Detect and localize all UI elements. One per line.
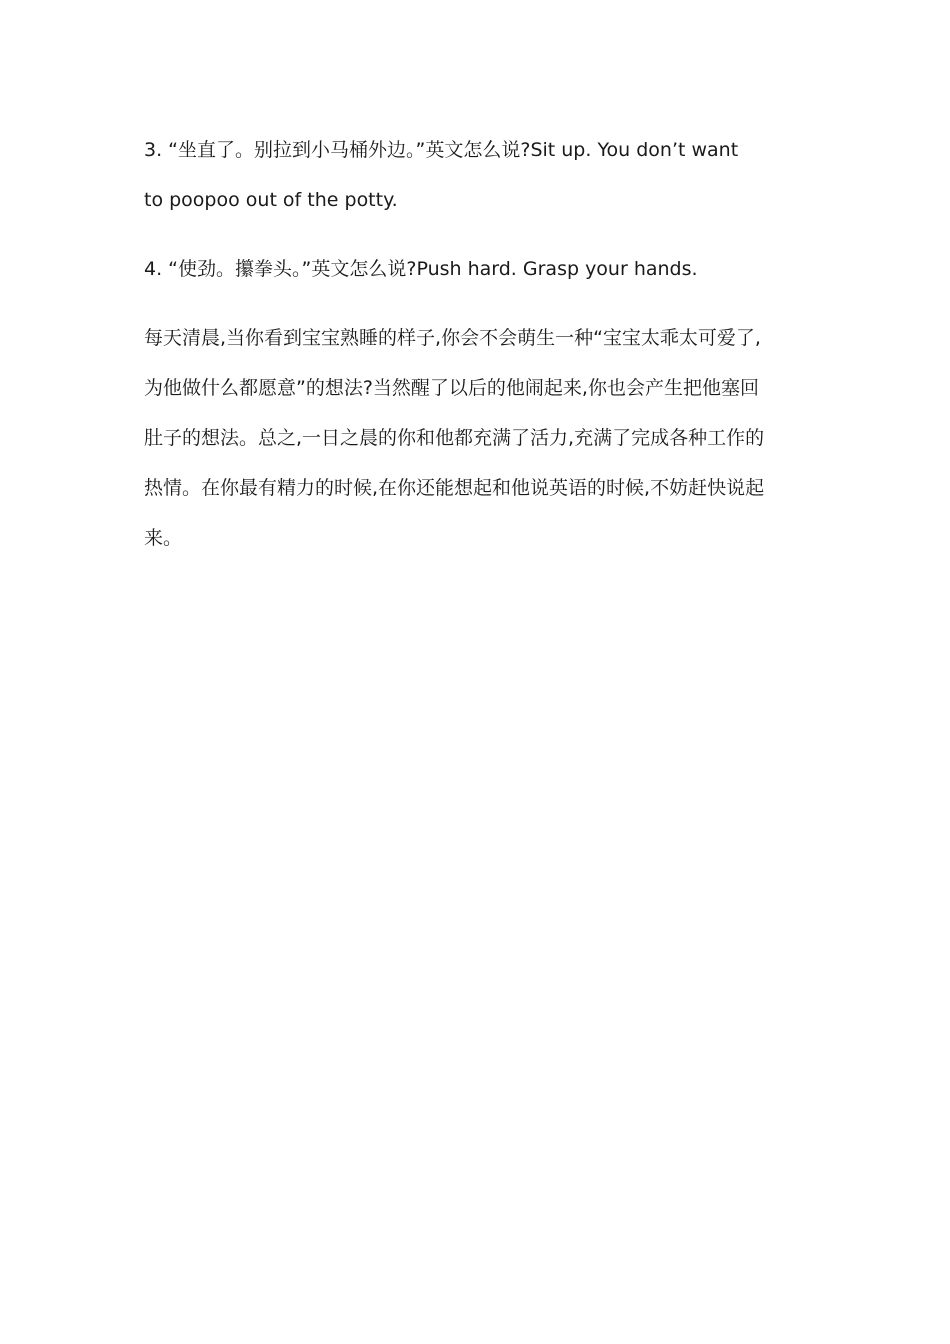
item-3-line-1: 3. “坐直了。别拉到小马桶外边。”英文怎么说?Sit up. You don’t want	[144, 139, 739, 161]
paragraph-line-5: 来。	[144, 527, 183, 549]
paragraph-line-2: 为他做什么都愿意”的想法?当然醒了以后的他闹起来,你也会产生把他塞回	[144, 377, 759, 399]
item-4-line-1: 4. “使劲。攥拳头。”英文怎么说?Push hard. Grasp your hands.	[144, 258, 698, 280]
paragraph-line-1: 每天清晨,当你看到宝宝熟睡的样子,你会不会萌生一种“宝宝太乖太可爱了,	[144, 327, 761, 349]
item-3-line-2: to poopoo out of the potty.	[144, 189, 398, 211]
paragraph-line-3: 肚子的想法。总之,一日之晨的你和他都充满了活力,充满了完成各种工作的	[144, 427, 765, 449]
paragraph-line-4: 热情。在你最有精力的时候,在你还能想起和他说英语的时候,不妨赶快说起	[144, 477, 765, 499]
